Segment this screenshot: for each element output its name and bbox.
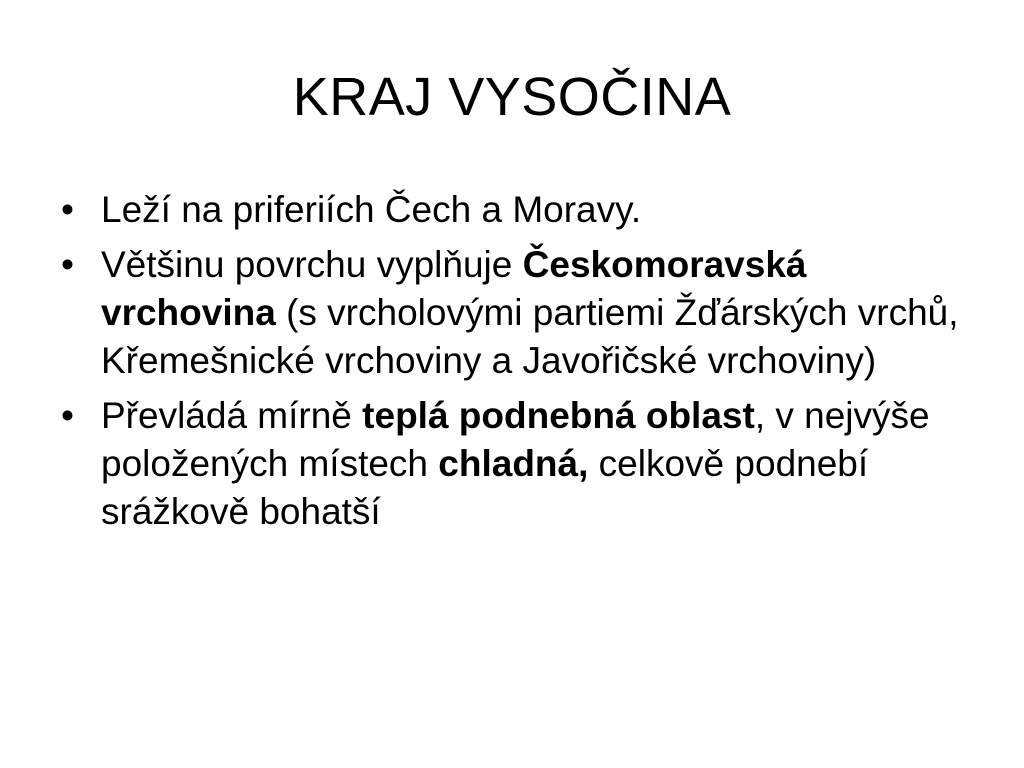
bullet-icon: • bbox=[61, 189, 74, 230]
bullet-3-text-tail: celkově podnebí srážkově bohatší bbox=[101, 443, 869, 532]
bullet-1-text: Leží na priferiích Čech a Moravy. bbox=[101, 189, 642, 230]
bullet-icon: • bbox=[61, 244, 74, 285]
bullet-2-text-lead: Většinu povrchu vyplňuje bbox=[101, 244, 523, 285]
bullet-3-text-middle: , v nejvýše položených místech bbox=[101, 395, 930, 484]
slide-title: KRAJ VYSOČINA bbox=[292, 67, 732, 127]
bullet-2-text-detail: (s vrcholovými partiemi Žďárských vrchů, Křemešnické vrchoviny a Javořičské vrchoviny) bbox=[101, 292, 959, 381]
bullet-list bbox=[55, 186, 975, 543]
bullet-2-highlight-vrchovina: Českomoravská vrchovina bbox=[101, 244, 807, 333]
bullet-3-highlight-tepla: teplá podnebná oblast bbox=[362, 395, 755, 436]
bullet-3-text-lead: Převládá mírně bbox=[101, 395, 363, 436]
bullet-item-1 bbox=[55, 186, 975, 234]
bullet-icon: • bbox=[61, 395, 74, 436]
bullet-item-3 bbox=[55, 392, 975, 536]
bullet-item-2 bbox=[55, 241, 975, 385]
bullet-3-highlight-chladna: chladná, bbox=[438, 443, 589, 484]
